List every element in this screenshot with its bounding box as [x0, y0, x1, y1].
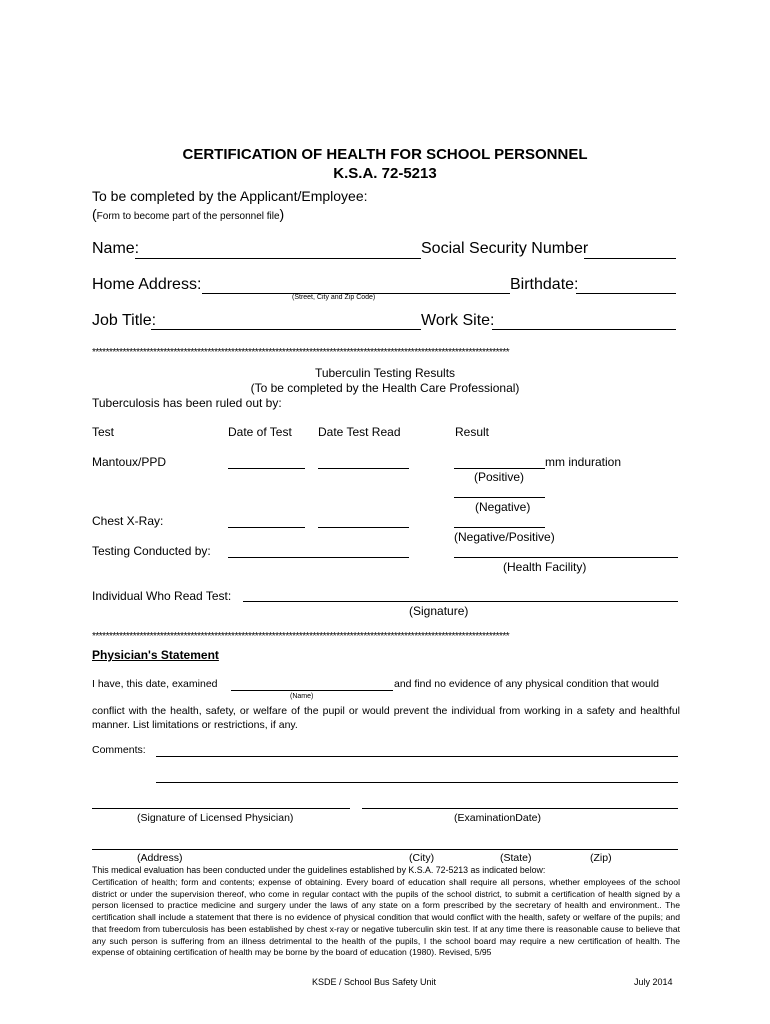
instructions-text: To be completed by the Applicant/Employee: — [92, 188, 368, 204]
examined-label: I have, this date, examined — [92, 678, 218, 690]
exam-date-hint: (ExaminationDate) — [454, 812, 541, 824]
health-facility-label: (Health Facility) — [503, 560, 587, 574]
form-title: CERTIFICATION OF HEALTH FOR SCHOOL PERSONNEL — [182, 146, 588, 163]
col-test: Test — [92, 425, 115, 439]
ssn-field[interactable] — [584, 258, 676, 259]
col-date-of-test: Date of Test — [228, 425, 292, 439]
state-hint: (State) — [500, 852, 532, 864]
read-by-field[interactable] — [243, 601, 678, 602]
physician-signature-hint: (Signature of Licensed Physician) — [137, 812, 294, 824]
tb-heading: Tuberculin Testing Results — [314, 366, 456, 380]
testing-conducted-field[interactable] — [228, 557, 409, 558]
city-hint: (City) — [409, 852, 435, 864]
statute-text: Certification of health; form and contents; expense of obtaining. Every board of education shall require all persons, whether employees of the school district or under the supervision thereof, who come in regular contact with the pupils of the school district, to submit a certification of health signed by a person licensed to practice medicine and surgery under the laws of any state on a form prescribed by the secretary of health and environment.. The certification shall include a statement that there is no evidence of physical condition that would conflict with the health, safety or welfare of the pupils; and that freedom from tuberculosis has been established by chest x-ray or negative tuberculin skin test. If at any time there is reasonable cause to believe that any such person is suffering from an illness detrimental to the health of the pupils, I the school board may require a new certification of health. The expense of obtaining certification of health may be borne by the board of education (1980). Revised, 5/95 — [92, 877, 680, 958]
personnel-file-note: (Form to become part of the personnel file) — [92, 206, 285, 222]
statute-number: K.S.A. 72-5213 — [333, 165, 437, 182]
negative-label: (Negative) — [475, 500, 531, 514]
comments-label: Comments: — [92, 744, 146, 756]
job-title-field[interactable] — [151, 329, 421, 330]
testing-conducted-label: Testing Conducted by: — [92, 544, 211, 558]
footer-unit: KSDE / School Bus Safety Unit — [312, 977, 437, 987]
mm-induration-label: mm induration — [545, 455, 622, 469]
read-by-label: Individual Who Read Test: — [92, 589, 232, 603]
negative-positive-label: (Negative/Positive) — [454, 530, 555, 544]
exam-date-field[interactable] — [362, 808, 678, 809]
name-hint: (Name) — [290, 693, 314, 700]
job-title-label: Job Title: — [92, 312, 157, 329]
physician-statement: conflict with the health, safety, or welfare of the pupil or would prevent the individual from working in a safety and healthful manner. List limitations or restrictions, if any. — [92, 705, 680, 731]
comments-field-2[interactable] — [156, 782, 678, 783]
address-hint: (Street, City and Zip Code) — [292, 294, 376, 301]
address-hint-physician: (Address) — [137, 852, 183, 864]
work-site-field[interactable] — [492, 329, 676, 330]
guidelines-text: This medical evaluation has been conducted under the guidelines established by K.S.A. 72-5213 as indicated below: — [92, 865, 546, 875]
physician-signature-field[interactable] — [92, 808, 350, 809]
mantoux-date-test-field[interactable] — [228, 468, 305, 469]
footer-date: July 2014 — [634, 977, 673, 987]
xray-date-read-field[interactable] — [318, 527, 409, 528]
home-address-label: Home Address: — [92, 276, 202, 293]
examined-tail: and find no evidence of any physical condition that would — [394, 678, 660, 690]
birthdate-field[interactable] — [576, 293, 676, 294]
signature-hint: (Signature) — [409, 604, 469, 618]
name-field[interactable] — [135, 258, 421, 259]
positive-label: (Positive) — [474, 470, 525, 484]
examined-name-field[interactable] — [231, 690, 393, 691]
tb-subheading: (To be completed by the Health Care Professional) — [250, 381, 520, 395]
separator-1: *************************************************************************************************************************** — [92, 347, 510, 358]
health-facility-field[interactable] — [454, 557, 678, 558]
tb-ruled-out: Tuberculosis has been ruled out by: — [92, 396, 282, 410]
mantoux-induration-field[interactable] — [454, 468, 545, 469]
xray-result-field[interactable] — [454, 527, 545, 528]
zip-hint: (Zip) — [590, 852, 612, 864]
mantoux-label: Mantoux/PPD — [92, 455, 167, 469]
birthdate-label: Birthdate: — [510, 276, 579, 293]
ssn-label: Social Security Number — [421, 240, 589, 257]
xray-date-test-field[interactable] — [228, 527, 305, 528]
work-site-label: Work Site: — [421, 312, 495, 329]
comments-field-1[interactable] — [156, 756, 678, 757]
col-result: Result — [455, 425, 490, 439]
chest-xray-label: Chest X-Ray: — [92, 514, 164, 528]
address-field[interactable] — [92, 849, 678, 850]
physician-heading: Physician's Statement — [92, 648, 219, 662]
mantoux-negative-field[interactable] — [454, 497, 545, 498]
mantoux-date-read-field[interactable] — [318, 468, 409, 469]
name-label: Name: — [92, 240, 140, 257]
col-date-test-read: Date Test Read — [318, 425, 401, 439]
separator-2: *************************************************************************************************************************** — [92, 631, 510, 642]
